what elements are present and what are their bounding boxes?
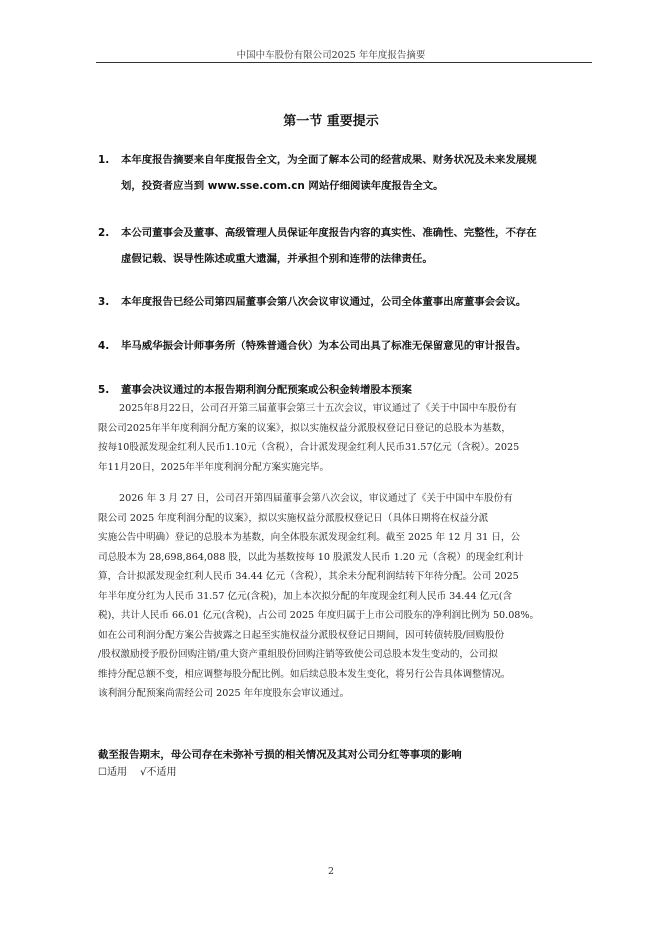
item-number: 4. [98, 340, 110, 352]
item-text-line: 本公司董事会及董事、高级管理人员保证年度报告内容的真实性、准确性、完整性，不存在 [121, 227, 537, 239]
paragraph-line: 限公司 2025 年度利润分配的议案》，拟以实施权益分派股权登记日（具体日期将在权益分派 [98, 512, 489, 524]
item-text-line: 虚假记载、误导性陈述或重大遗漏，并承担个别和连带的法律责任。 [121, 253, 433, 265]
item-text-line: 本年度报告已经公司第四届董事会第八次会议审议通过，公司全体董事出席董事会会议。 [121, 296, 527, 308]
paragraph-line: 限公司2025年半年度利润分配方案的议案》，拟以实施权益分派股权登记日登记的总股本为基数， [98, 422, 511, 434]
header-title: 中国中车股份有限公司2025 年年度报告摘要 [236, 50, 426, 61]
paragraph-line: 该利润分配预案尚需经公司 2025 年年度股东会审议通过。 [98, 688, 350, 699]
item-number: 3. [98, 296, 110, 308]
paragraph-line: 算，合计拟派发现金红利人民币 34.44 亿元（含税），其余未分配利润结转下年待分配。公司 2025 [98, 571, 519, 582]
notice-item-4 [98, 333, 592, 359]
paragraph-line: 维持分配总额不变，相应调整每股分配比例。如后续总股本发生变化，将另行公告具体调整情况。 [98, 668, 511, 680]
paragraph-line: 2026 年 3 月 27 日，公司召开第四届董事会第八次会议，审议通过了《关于中国中车股份有 [119, 493, 513, 504]
item-number: 1. [98, 154, 110, 166]
paragraph-line: 年11月20日，2025年半年度利润分配方案实施完毕。 [98, 461, 330, 473]
section-title: 第一节 重要提示 [283, 114, 379, 129]
paragraph-line: 如在公司利润分配方案公告披露之日起至实施权益分派股权登记日期间，因可转债转股/回购股份 [98, 629, 505, 641]
item-text-line: 毕马威华振会计师事务所（特殊普通合伙）为本公司出具了标准无保留意见的审计报告。 [121, 340, 527, 352]
notice-item-3 [98, 289, 592, 315]
paragraph-line: 司总股本为 28,698,864,088 股，以此为基数按每 10 股派发人民币 1.20 元（含税）的现金红利计 [98, 551, 524, 563]
notice-item-1 [98, 147, 592, 199]
paragraph-line: 税)，共计人民币 66.01 亿元(含税)，占公司 2025 年度归属于上市公司股东的净利润比例为 50.08%。 [98, 610, 540, 621]
notice-item-2 [98, 220, 592, 272]
item-text-line: 划，投资者应当到 www.sse.com.cn 网站仔细阅读年度报告全文。 [121, 180, 444, 192]
header-divider [96, 62, 592, 63]
item-text-line: 本年度报告摘要来自年度报告全文，为全面了解本公司的经营成果、财务状况及未来发展规 [121, 154, 537, 166]
paragraph-line: 按每10股派发现金红利人民币1.10元（含税），合计派发现金红利人民币31.57亿元（含税）。2025 [98, 442, 520, 453]
dividend-paragraph-annual [98, 489, 592, 704]
paragraph-line: /股权激励授予股份回购注销/重大资产重组股份回购注销等致使公司总股本发生变动的，公司拟 [98, 649, 498, 660]
option-applicable: ☐适用 [98, 767, 127, 778]
item-number: 2. [98, 227, 110, 239]
item-number: 5. [98, 384, 110, 396]
option-not-applicable: √不适用 [140, 767, 177, 778]
item-text-line: 董事会决议通过的本报告期利润分配预案或公积金转增股本预案 [121, 384, 412, 396]
paragraph-line: 年半年度分红为人民币 31.57 亿元(含税)，加上本次拟分配的年度现金红利人民币 34.44 亿元(含 [98, 590, 513, 602]
applicability-options [98, 764, 187, 782]
dividend-paragraph-interim [98, 399, 592, 477]
page-number: 2 [327, 866, 335, 877]
paragraph-line: 2025年8月22日，公司召开第三届董事会第三十五次会议，审议通过了《关于中国中车股份有 [119, 403, 517, 414]
uncovered-loss-heading: 截至报告期末，母公司存在未弥补亏损的相关情况及其对公司分红等事项的影响 [98, 749, 462, 761]
paragraph-line: 实施公告中明确）登记的总股本为基数，向全体股东派发现金红利。截至 2025 年 12 月 31 日，公 [98, 532, 521, 543]
